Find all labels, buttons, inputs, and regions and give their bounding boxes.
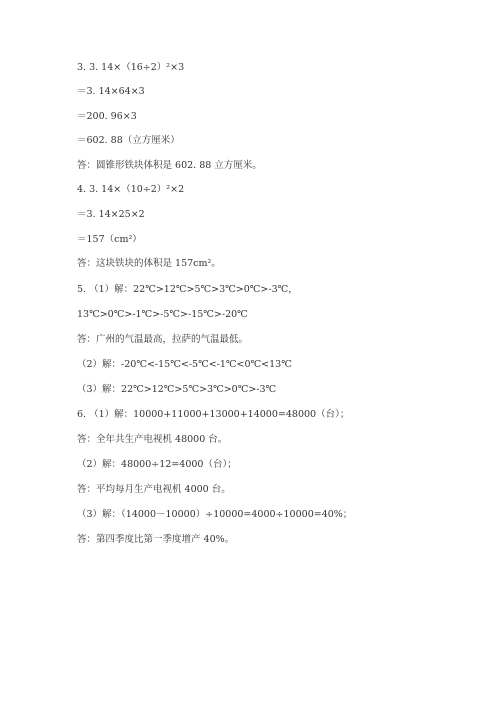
answer-5-part-2: （2）解：-20℃<-15℃<-5℃<-1℃<0℃<13℃ xyxy=(77,359,292,370)
answer-6-part-1: 6. （1）解：10000+11000+13000+14000=48000（台）； xyxy=(77,409,350,420)
answer-6-part-2: （2）解：48000÷12=4000（台）； xyxy=(77,459,237,470)
answer-5-line-1: 5. （1）解：22℃>12℃>5℃>3℃>0℃>-3℃， xyxy=(77,284,298,295)
answer-6-part-3-conclusion: 答：第四季度比第一季度增产 40%。 xyxy=(77,534,235,545)
answer-3-line-4: ＝602. 88（立方厘米） xyxy=(77,135,180,146)
answer-6-part-3: （3）解：（14000－10000）÷10000=4000÷10000=40%； xyxy=(77,509,353,520)
answer-4-conclusion: 答：这块铁块的体积是 157cm²。 xyxy=(77,258,221,269)
answer-5-line-2: 13℃>0℃>-1℃>-5℃>-15℃>-20℃ xyxy=(77,309,248,320)
answer-4-line-1: 4. 3. 14×（10÷2）²×2 xyxy=(77,184,185,195)
answer-4-line-2: ＝3. 14×25×2 xyxy=(77,209,145,220)
answer-5-conclusion: 答：广州的气温最高，拉萨的气温最低。 xyxy=(77,334,249,345)
answer-3-line-2: ＝3. 14×64×3 xyxy=(77,86,145,97)
answer-3-conclusion: 答：圆锥形铁块体积是 602. 88 立方厘米。 xyxy=(77,160,262,171)
answer-5-part-3: （3）解：22℃>12℃>5℃>3℃>0℃>-3℃ xyxy=(77,384,277,395)
answer-3-line-1: 3. 3. 14×（16÷2）²×3 xyxy=(77,62,185,73)
answer-6-part-1-conclusion: 答：全年共生产电视机 48000 台。 xyxy=(77,434,228,445)
answer-4-line-3: ＝157（cm²） xyxy=(77,234,142,245)
answer-3-line-3: ＝200. 96×3 xyxy=(77,111,137,122)
answer-6-part-2-conclusion: 答：平均每月生产电视机 4000 台。 xyxy=(77,484,231,495)
